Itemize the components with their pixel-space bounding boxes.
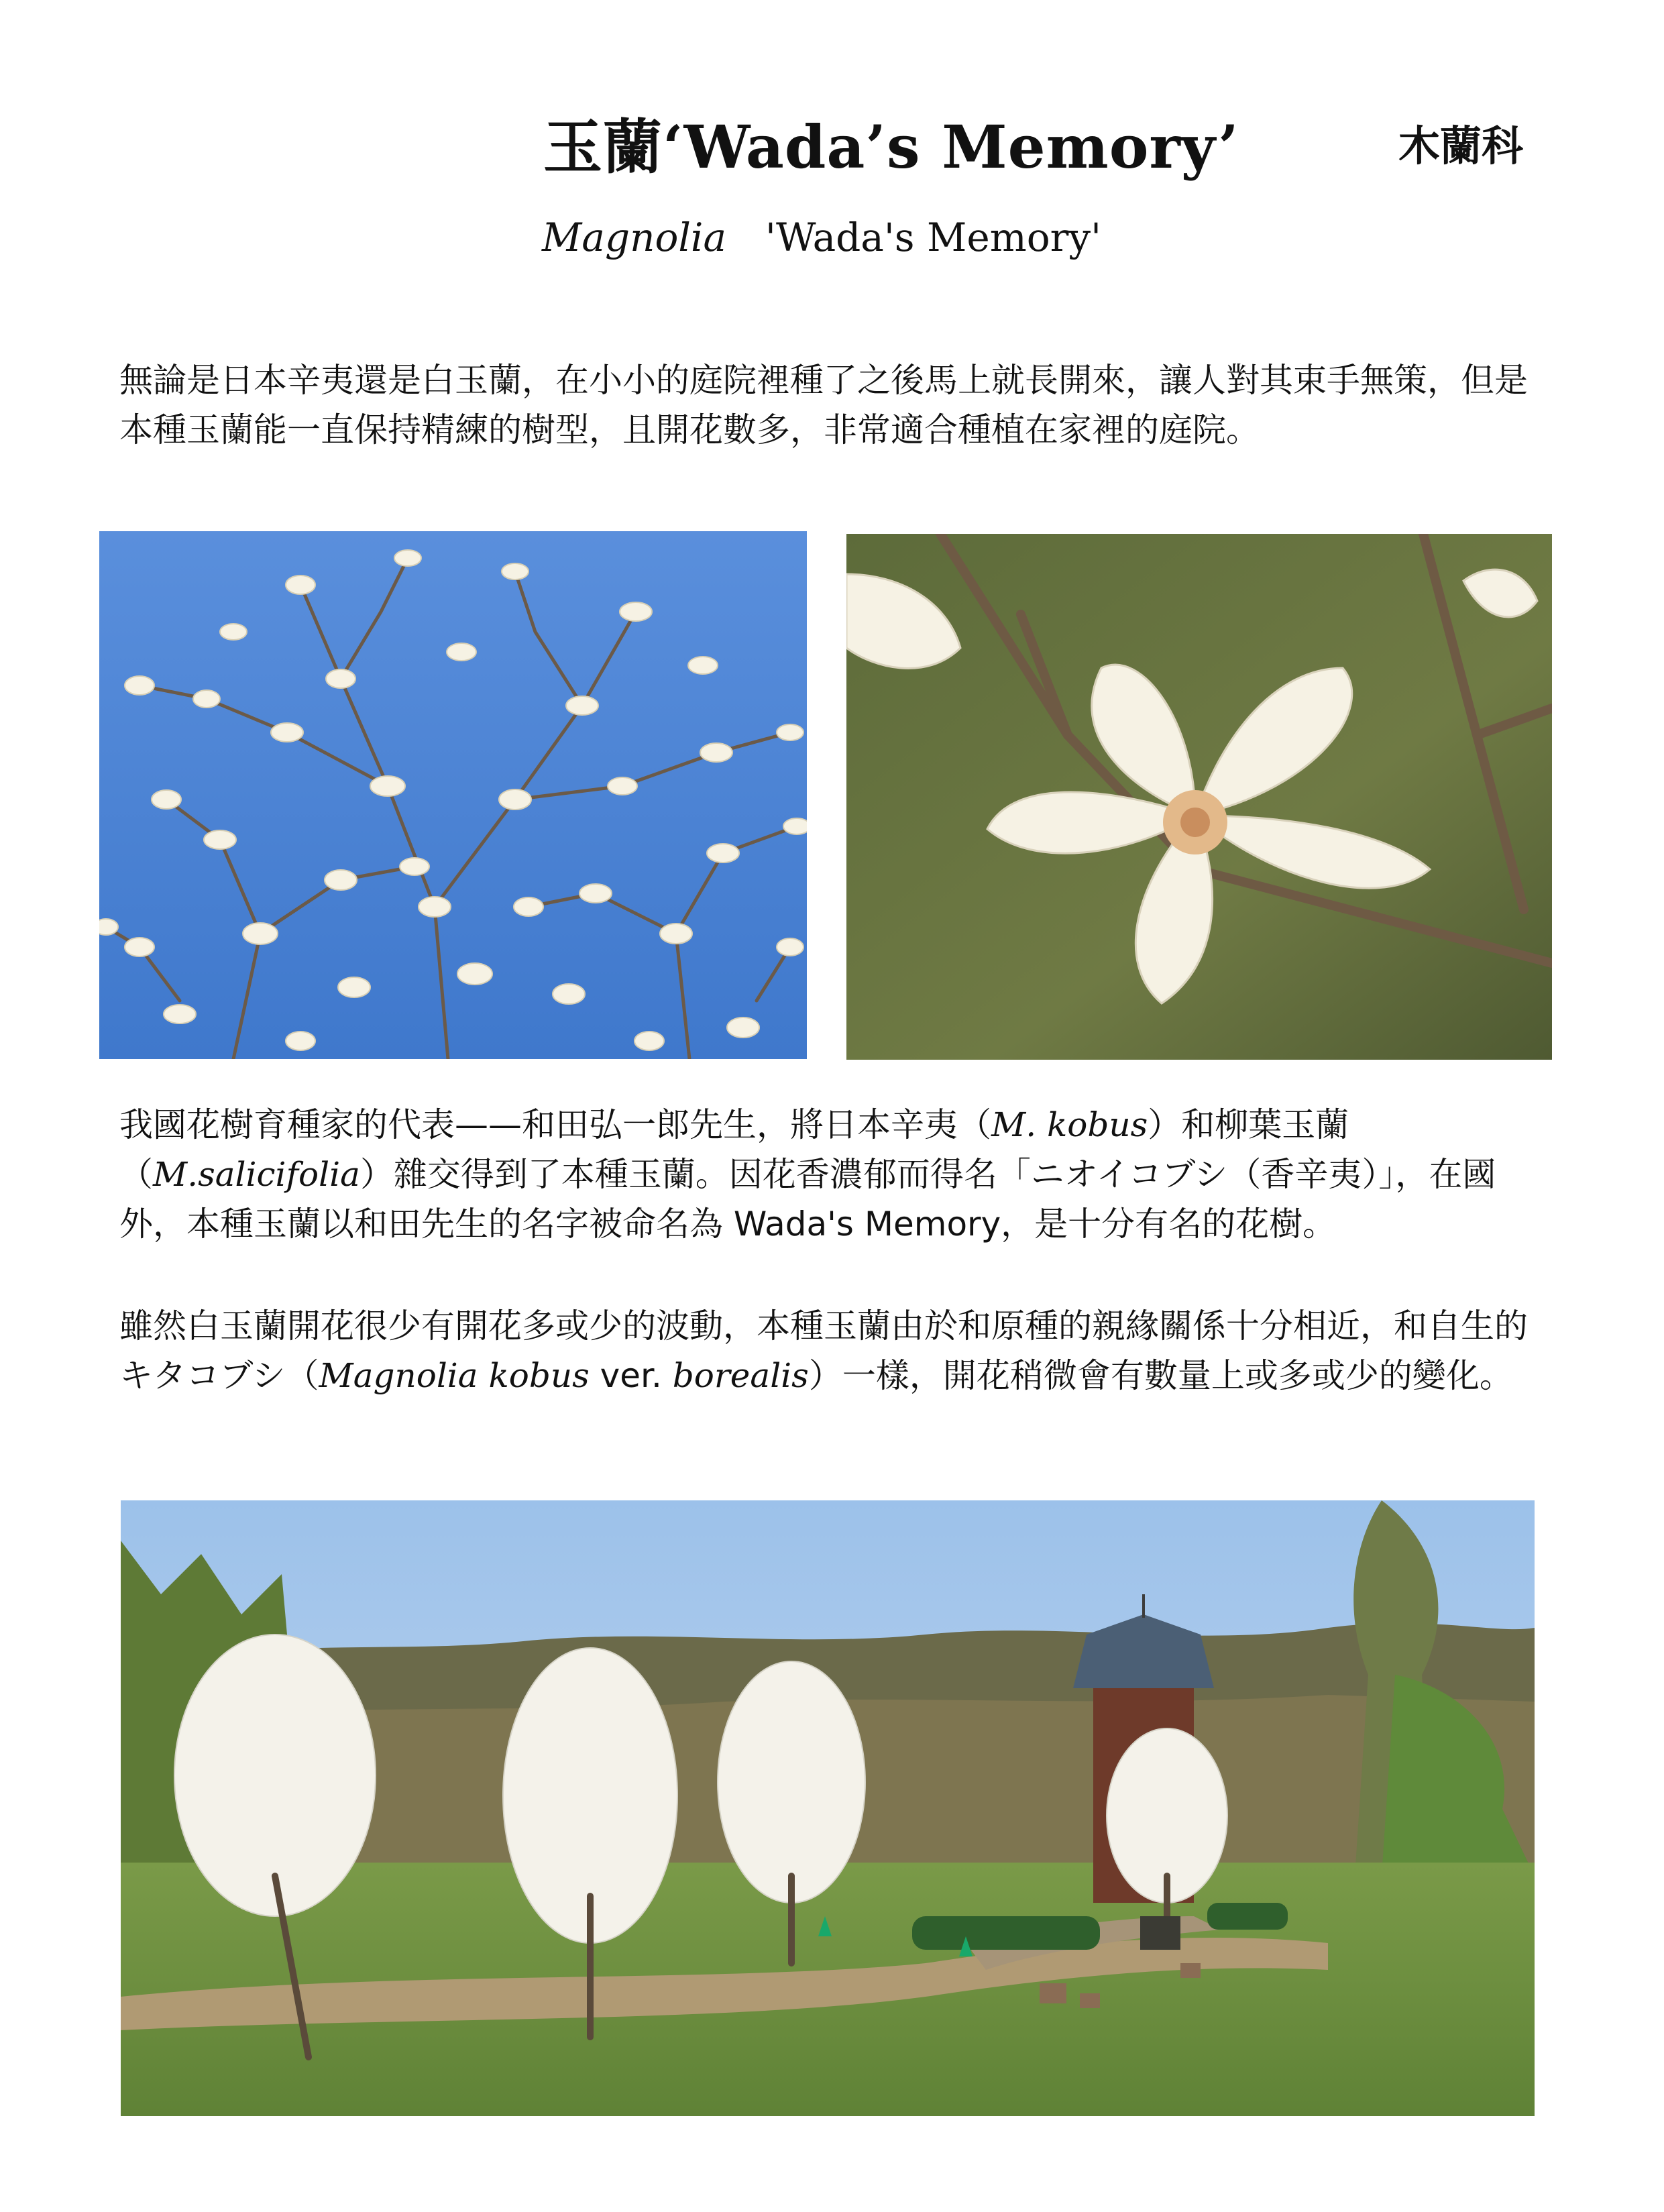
paragraph-breeding-part-e: ）雜交得到了本種玉蘭。因花香濃郁而得名「ニオイコブシ（香辛夷）」，在國外，本種玉蘭以和田先生的名字被命名為 Wada's Memory，是十分有名的花樹。: [119, 1155, 1496, 1243]
species-kobus-full: Magnolia kobus: [319, 1356, 590, 1395]
paragraph-breeding-part-c: ）和柳葉玉蘭（: [119, 1105, 1349, 1194]
paragraph-flowering: [119, 1301, 1541, 1400]
species-salicifolia: M.salicifolia: [153, 1155, 360, 1194]
scientific-genus: Magnolia: [542, 215, 727, 260]
photo-blossoming-branches: [99, 531, 807, 1059]
photo-park-landscape: [121, 1500, 1535, 2116]
paragraph-breeding-part-a: 我國花樹育種家的代表——和田弘一郎先生，將日本辛夷（: [119, 1105, 991, 1144]
paragraph-breeding: [119, 1100, 1541, 1249]
scientific-cultivar: 'Wada's Memory': [765, 215, 1102, 260]
plant-family: 木蘭科: [1398, 121, 1524, 170]
species-kobus: M. kobus: [991, 1105, 1148, 1144]
paragraph-intro: 無論是日本辛夷還是白玉蘭，在小小的庭院裡種了之後馬上就長開來，讓人對其束手無策，但是本種玉蘭能一直保持精練的樹型，且開花數多，非常適合種植在家裡的庭院。: [119, 361, 1528, 449]
scientific-name: [542, 215, 1101, 260]
page-title: 玉蘭‘Wada’s Memory’: [543, 112, 1239, 182]
paragraph-flowering-part-c: ver.: [589, 1356, 673, 1395]
variety-borealis: borealis: [672, 1356, 809, 1395]
paragraph-flowering-part-a: 雖然白玉蘭開花很少有開花多或少的波動，本種玉蘭由於和原種的親緣關係十分相近，和自生的キタコブシ（: [119, 1307, 1528, 1395]
photo-flower-closeup: [846, 534, 1552, 1060]
paragraph-flowering-part-e: ）一樣，開花稍微會有數量上或多或少的變化。: [808, 1356, 1513, 1395]
